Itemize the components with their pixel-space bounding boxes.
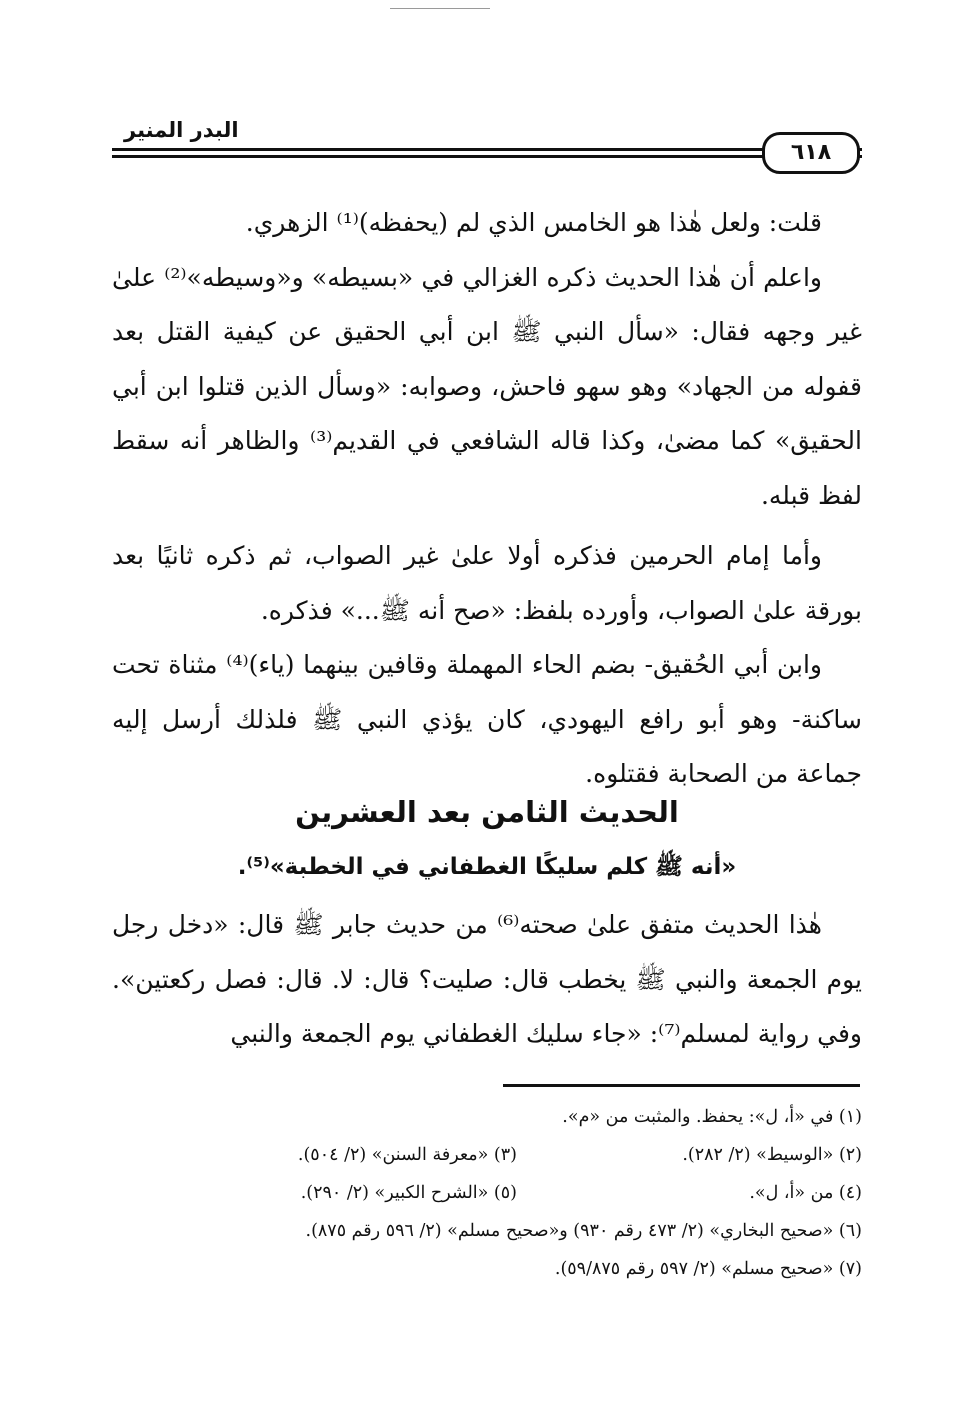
paragraph-5: هٰذا الحديث متفق علىٰ صحته⁽⁶⁾ من حديث جابر ﷺ قال: «دخل رجل يوم الجمعة والنبي ﷺ يخطب قال: صليت؟ قال: لا. قال: فصل ركعتين». وفي رواية لمسلم⁽⁷⁾: «جاء سليك الغطفاني يوم الجمعة والنبي [112,910,862,1048]
footnote-7: (٧) «صحيح مسلم» (٢/ ٥٩٧ رقم ٥٩/٨٧٥). [554,1259,862,1279]
footnote-row-3 [112,1174,862,1212]
footnote-6: (٦) «صحيح البخاري» (٢/ ٤٧٣ رقم ٩٣٠) و«صحيح مسلم» (٢/ ٥٩٦ رقم ٨٧٥). [305,1221,862,1241]
footnote-2: (٢) «الوسيط» (٢/ ٢٨٢). [682,1145,862,1165]
paragraph-4: وابن أبي الحُقيق- بضم الحاء المهملة وقافين بينهما (ياء)⁽⁴⁾ مثناة تحت ساكنة- وهو أبو رافع اليهودي، كان يؤذي النبي ﷺ فلذلك أرسل إليه جماعة من الصحابة فقتلوه. [112,650,862,788]
footnote-row-1 [112,1098,862,1136]
hadith-commentary [112,898,862,1062]
footnote-row-2 [112,1136,862,1174]
page-header [112,118,862,178]
footnote-row-5 [112,1250,862,1288]
footnote-4: (٤) من «أ، ل». [749,1183,862,1203]
running-book-title: البدر المنير [116,118,247,142]
header-rule-bottom [112,155,862,158]
footnote-5: (٥) «الشرح الكبير» (٢/ ٢٩٠). [300,1183,517,1203]
footnote-separator [503,1084,860,1087]
main-text-block [112,196,862,802]
paragraph-1: قلت: ولعل هٰذا هو الخامس الذي لم (يحفظه)⁽¹⁾ الزهري. [245,208,822,237]
footnote-row-4 [112,1212,862,1250]
header-rule-top [112,148,862,151]
page-number-badge: ٦١٨ [762,132,860,174]
footnote-3: (٣) «معرفة السنن» (٢/ ٥٠٤). [297,1145,517,1165]
hadith-quote: «أنه ﷺ كلم سليكًا الغطفاني في الخطبة»⁽⁵⁾. [237,854,737,880]
paragraph-2: واعلم أن هٰذا الحديث ذكره الغزالي في «بسيطه» و«وسيطه»⁽²⁾ علىٰ غير وجهه فقال: «سأل النبي ﷺ ابن أبي الحقيق عن كيفية القتل بعد قفوله من الجهاد» وهو سهو فاحش، وصوابه: «وسأل الذين قتلوا ابن أبي الحقيق» كما مضىٰ، وكذا قاله الشافعي في القديم⁽³⁾ والظاهر أنه سقط لفظ قبله. [112,262,862,510]
footnotes [112,1098,862,1288]
footnote-1: (١) في «أ، ل»: يحفظ. والمثبت من «م». [562,1107,862,1127]
section-heading: الحديث الثامن بعد العشرين [295,795,679,829]
paragraph-3: وأما إمام الحرمين فذكره أولا علىٰ غير الصواب، ثم ذكره ثانيًا بعد بورقة علىٰ الصواب، وأورده بلفظ: «صح أنه ﷺ...» فذكره. [112,541,862,625]
top-edge-mark [390,8,490,9]
